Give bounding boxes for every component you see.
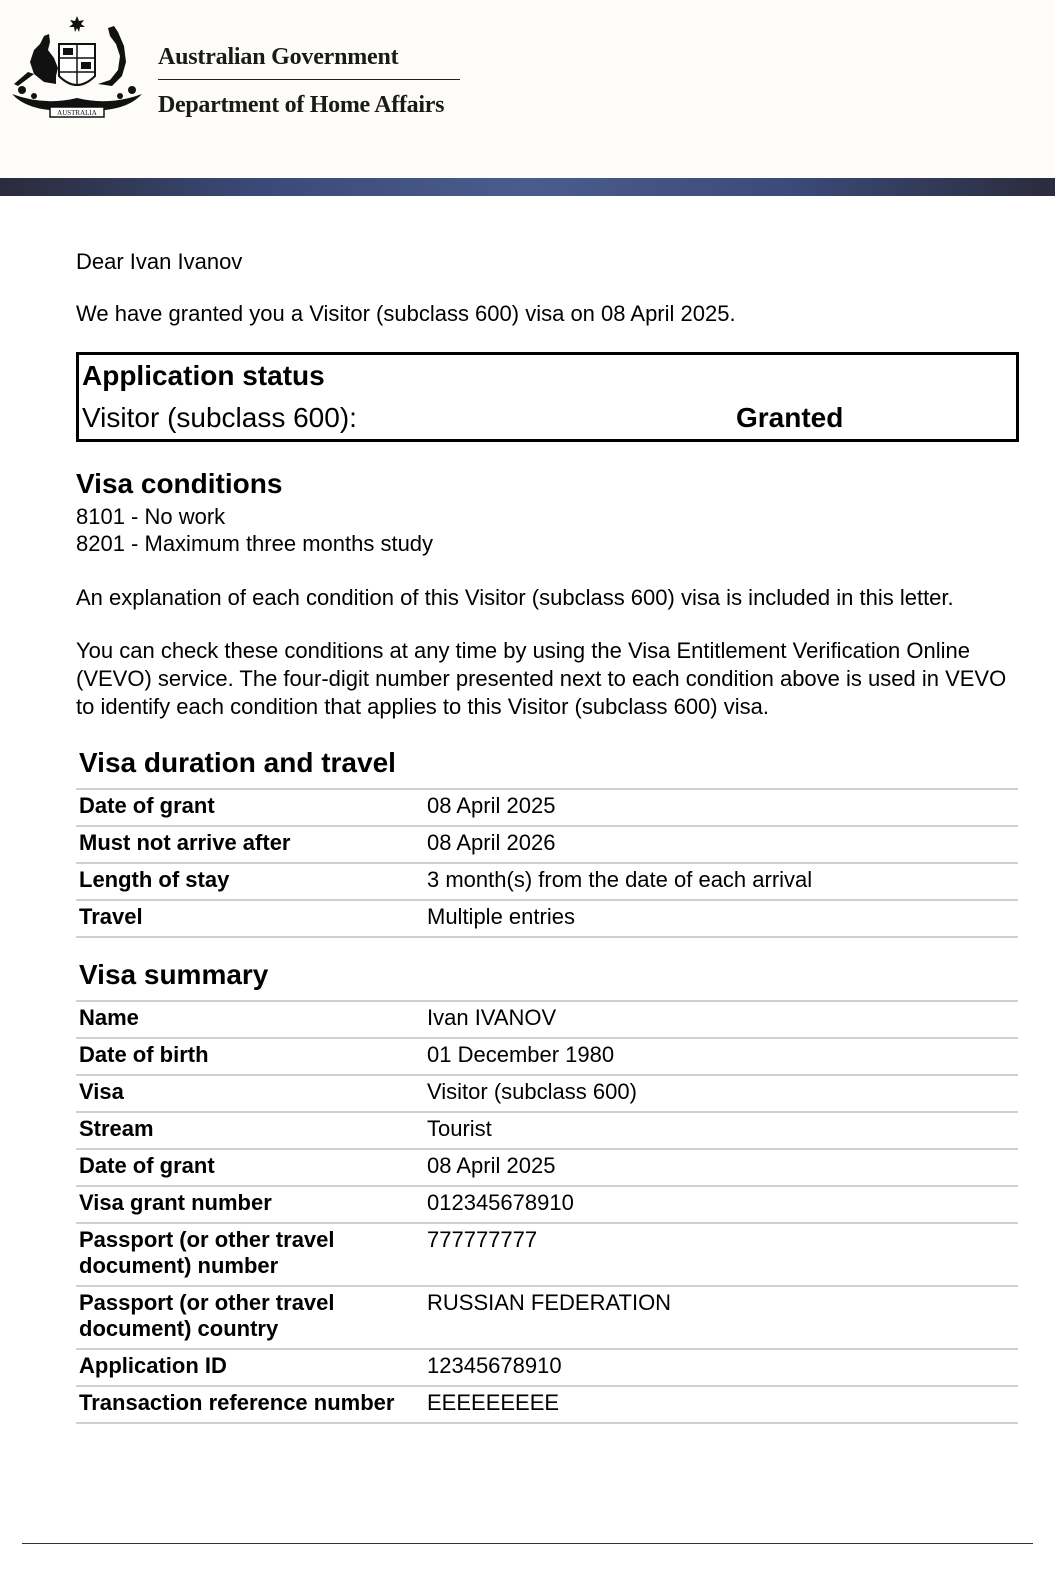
table-row	[76, 863, 1018, 900]
row-label: Visa grant number	[79, 1190, 272, 1215]
row-value: 12345678910	[427, 1353, 562, 1378]
row-value: Visitor (subclass 600)	[427, 1079, 637, 1104]
row-label: Date of grant	[79, 1153, 215, 1178]
row-label: Name	[79, 1005, 139, 1030]
table-row	[76, 1349, 1018, 1386]
row-label: Application ID	[79, 1353, 227, 1378]
table-row	[76, 1038, 1018, 1075]
table-row	[76, 1286, 1018, 1349]
row-value: 3 month(s) from the date of each arrival	[427, 867, 813, 892]
application-status-value: Granted	[736, 402, 844, 433]
table-row	[76, 789, 1018, 826]
table-row	[76, 1223, 1018, 1286]
row-value: 08 April 2025	[427, 793, 556, 818]
row-label: Passport (or other travel document) number	[79, 1227, 335, 1278]
table-row	[76, 1186, 1018, 1223]
row-value: 777777777	[427, 1227, 538, 1252]
row-label: Date of grant	[79, 793, 215, 818]
table-row	[76, 900, 1018, 937]
table-row	[76, 1112, 1018, 1149]
conditions-list	[76, 503, 433, 557]
table-row	[76, 1001, 1018, 1038]
application-status-title: Application status	[82, 360, 325, 391]
letterhead	[0, 0, 1055, 178]
header-band	[0, 178, 1055, 196]
conditions-explanation: An explanation of each condition of this Visitor (subclass 600) visa is included in this letter.	[76, 585, 954, 610]
row-label: Must not arrive after	[79, 830, 291, 855]
row-value: Tourist	[427, 1116, 492, 1141]
row-label: Travel	[79, 904, 143, 929]
visa-conditions-heading: Visa conditions	[76, 468, 283, 499]
application-status-label: Visitor (subclass 600):	[82, 402, 357, 433]
application-status-box	[76, 352, 1019, 442]
grant-statement: We have granted you a Visitor (subclass 600) visa on 08 April 2025.	[76, 301, 736, 326]
duration-travel-heading: Visa duration and travel	[79, 747, 396, 778]
table-row	[76, 1075, 1018, 1112]
row-label: Stream	[79, 1116, 154, 1141]
row-value: RUSSIAN FEDERATION	[427, 1290, 672, 1315]
crest-scroll-text: AUSTRALIA	[57, 109, 97, 117]
row-value: Multiple entries	[427, 904, 575, 929]
condition-item: 8101 - No work	[76, 504, 226, 529]
visa-summary-table	[76, 1000, 1018, 1424]
row-label: Length of stay	[79, 867, 230, 892]
greeting: Dear Ivan Ivanov	[76, 249, 243, 274]
vevo-note: You can check these conditions at any time by using the Visa Entitlement Verification Online (VEVO) service. The four-digit number presented next to each condition above is used in VEVO to identify each condition that applies to this Visitor (subclass 600) visa.	[76, 638, 1007, 719]
duration-travel-table	[76, 788, 1018, 938]
department-name: Department of Home Affairs	[158, 92, 445, 118]
row-value: 012345678910	[427, 1190, 574, 1215]
row-value: 08 April 2025	[427, 1153, 556, 1178]
row-label: Transaction reference number	[79, 1390, 395, 1415]
row-value: EEEEEEEEE	[427, 1390, 560, 1415]
row-value: 01 December 1980	[427, 1042, 615, 1067]
table-row	[76, 826, 1018, 863]
government-name: Australian Government	[158, 44, 460, 80]
footer-divider	[22, 1543, 1033, 1544]
condition-item: 8201 - Maximum three months study	[76, 531, 434, 556]
table-row	[76, 1149, 1018, 1186]
visa-summary-heading: Visa summary	[79, 959, 269, 990]
row-label: Visa	[79, 1079, 124, 1104]
row-value: 08 April 2026	[427, 830, 556, 855]
row-value: Ivan IVANOV	[427, 1005, 557, 1030]
row-label: Passport (or other travel document) country	[79, 1290, 335, 1341]
table-row	[76, 1386, 1018, 1423]
coat-of-arms-logo	[4, 14, 150, 122]
row-label: Date of birth	[79, 1042, 209, 1067]
